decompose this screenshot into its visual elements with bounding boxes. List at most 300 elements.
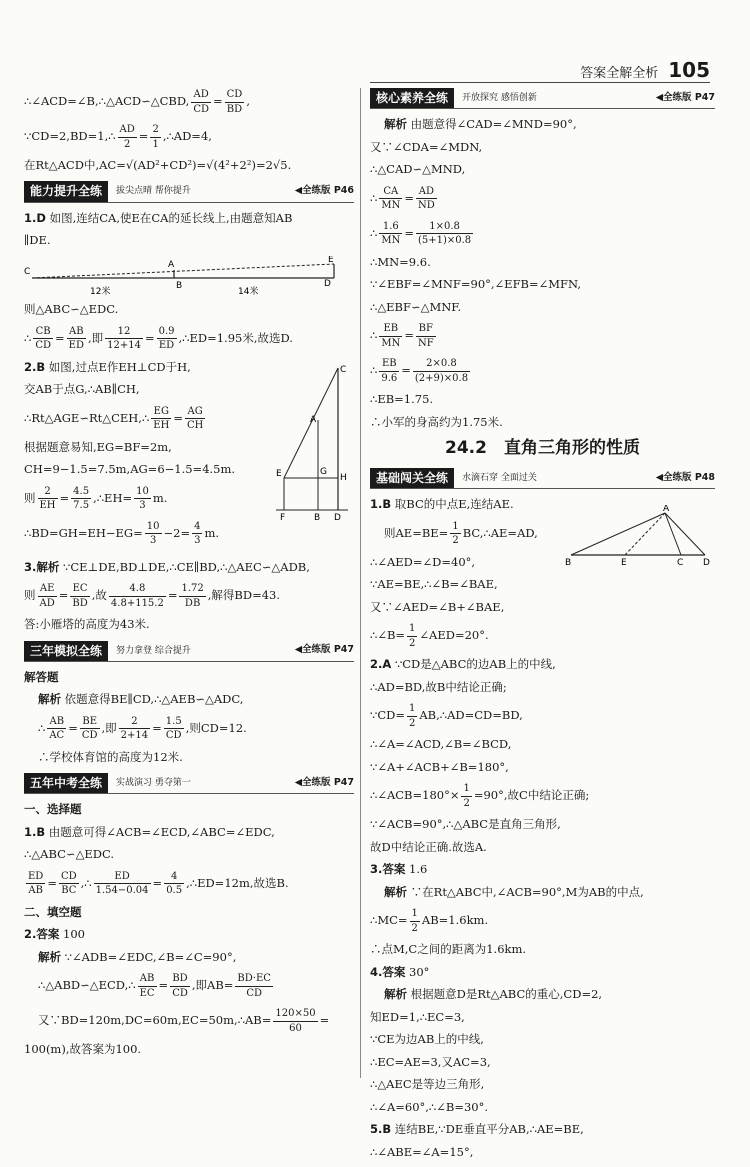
numerator: EB (379, 322, 402, 337)
text-span: ,解得BD=43. (207, 588, 281, 603)
fraction (407, 622, 417, 650)
fraction (416, 220, 473, 248)
text-span: ∵在Rt△ABC中,∠ACB=90°,M为AB的中点, (410, 884, 644, 899)
fraction (273, 1007, 317, 1035)
text-span: 如图,连结CA,使E在CA的延长线上,由题意知AB (49, 210, 293, 225)
denominator: 0.5 (166, 885, 183, 897)
denominator: 9.6 (381, 372, 398, 384)
text-span: AB,∴AD=CD=BD, (419, 708, 523, 723)
text-span: ,∴EH= (93, 490, 133, 505)
numerator: CB (33, 325, 53, 340)
fraction (71, 485, 91, 513)
text-line: ∵∠EBF=∠MNF=90°,∠EFB=∠MFN, (370, 277, 582, 292)
numerator: 2×0.8 (413, 357, 470, 372)
subsection-heading: 解答题 (24, 669, 59, 684)
numerator: AB (67, 325, 86, 340)
text-line: ∴学校体育馆的高度为12米. (38, 749, 183, 764)
denominator: AC (49, 730, 65, 742)
section-bar-five-year (24, 773, 354, 794)
text-span: ,∴ED=12m,故选B. (186, 875, 289, 890)
text-span: m. (204, 525, 220, 540)
analysis-label: 解析 (384, 117, 407, 131)
denominator: AD (39, 597, 55, 609)
fraction (118, 123, 137, 151)
figure-tree-shadow (24, 256, 354, 298)
text-span: 依题意得BE∥CD,∴△AEB∽△ADC, (64, 692, 244, 707)
text-line: ∴点M,C之间的距离为1.6km. (370, 942, 527, 957)
numerator: 1 (407, 622, 417, 637)
text-line: 则 $\frac{2}{EH}$ = $\frac{4.5}{7.5}$ ,∴EH= $\frac{10}{3}$ m. (24, 485, 168, 512)
denominator: AB (28, 885, 43, 897)
section-bar-three-year (24, 641, 354, 662)
text-line (24, 692, 354, 708)
fraction (47, 715, 66, 743)
text-line: ∴△AEC是等边三角形, (370, 1077, 485, 1092)
denominator: ND (417, 200, 435, 212)
numerator: AB (47, 715, 66, 730)
text-span: 30° (409, 964, 430, 979)
section-subtitle: 开放探究 感悟创新 (462, 92, 537, 103)
text-line: 故D中结论正确.故选A. (370, 839, 487, 854)
text-span: ∴ (370, 328, 378, 343)
point-label: F (280, 512, 286, 520)
text-span: 1.6 (409, 862, 428, 877)
numerator: 1 (450, 520, 460, 535)
text-span: ∵CD= (370, 708, 405, 723)
q2-block (24, 360, 354, 548)
denominator: 3 (194, 535, 201, 547)
text-line: ∴EB=1.75. (370, 392, 434, 407)
numerator: 4 (192, 520, 202, 535)
text-line (24, 950, 354, 966)
text-line: ∴ $\frac{1.6}{MN}$ = $\frac{1\times 0.8}{(5+1)\times 0.8}$ (370, 220, 472, 247)
text-line: 又∵∠CDA=∠MDN, (370, 139, 483, 154)
text-line: CH=9−1.5=7.5m,AG=6−1.5=4.5m. (24, 462, 236, 477)
numerator: EB (379, 357, 399, 372)
point-label: C (340, 364, 347, 375)
text-span: −2= (163, 525, 191, 540)
text-span: ∴Rt△AGE∽Rt△CEH,∴ (24, 410, 150, 425)
numerator: BD (170, 972, 190, 987)
section-bar-ability (24, 182, 354, 203)
fraction (38, 582, 57, 610)
numerator: 10 (145, 520, 162, 535)
text-span: ,故 (91, 588, 107, 603)
denominator: MN (381, 337, 401, 349)
fraction (109, 582, 166, 610)
numerator: 1.6 (379, 220, 402, 235)
text-span: ,即 (101, 720, 117, 735)
numerator: 1 (461, 782, 471, 797)
denominator: ED (158, 340, 175, 352)
text-span: ∴∠ACB=180°× (370, 788, 460, 803)
column-divider (360, 88, 361, 1078)
page-number: 105 (668, 58, 710, 82)
section-tag: 三年模拟全练 (24, 641, 108, 661)
text-line: ∴ $\frac{CA}{MN}$ = $\frac{AD}{ND}$ (370, 185, 435, 212)
right-column (370, 88, 715, 1167)
numerator: 2 (150, 123, 160, 138)
point-label: A (168, 259, 175, 270)
denominator: EH (39, 500, 56, 512)
text-line: ∴ $\frac{EB}{MN}$ = $\frac{BF}{NF}$ (370, 323, 434, 349)
fraction (138, 972, 157, 1000)
point-label: C (677, 558, 684, 568)
denominator: CD (35, 340, 51, 352)
section-ref: ◀全练版 P46 (294, 185, 354, 197)
point-label: E (328, 255, 334, 265)
fraction (191, 88, 211, 116)
numerator: 4 (164, 870, 184, 885)
text-line (24, 211, 354, 227)
text-span: ∴MC= (370, 913, 408, 928)
answer-label: 5.B (370, 1122, 392, 1137)
text-line: ∴小军的身高约为1.75米. (370, 414, 503, 429)
analysis-label: 解析 (38, 949, 61, 964)
denominator: 7.5 (73, 500, 90, 512)
section-ref: ◀全练版 P47 (294, 644, 354, 656)
denominator: BC (61, 885, 77, 897)
fraction (134, 485, 151, 513)
text-line: 交AB于点G,∴AB∥CH, (24, 382, 140, 397)
fraction (461, 782, 471, 810)
text-line (370, 117, 715, 133)
fraction (413, 357, 470, 385)
section-ref: ◀全练版 P47 (655, 91, 715, 103)
text-span: m. (152, 490, 168, 505)
text-line: ∴△CAD∽△MND, (370, 162, 466, 177)
fraction (157, 325, 177, 353)
text-line: ∴ $\frac{EB}{9.6}$ = $\frac{2\times 0.8}{(2+9)\times 0.8}$ (370, 358, 469, 384)
section-ref: ◀全练版 P48 (655, 471, 715, 483)
text-line: ∴Rt△AGE∽Rt△CEH,∴ $\frac{EG}{EH}$ = $\frac{AG}{CH}$ (24, 405, 204, 432)
section-ref: ◀全练版 P47 (294, 776, 354, 788)
text-line: ∴MN=9.6. (370, 254, 431, 269)
answer-label: 1.D (24, 210, 46, 225)
text-span: ∴∠B= (370, 628, 406, 643)
denominator: 2 (409, 637, 416, 649)
numerator: AD (416, 185, 437, 200)
text-line: 在Rt△ACD中,AC=√(AD²+CD²)=√(4²+2²)=2√5. (24, 158, 292, 172)
answer-label: 4.答案 (370, 964, 406, 979)
text-line: ∴△ABD∽△ECD,∴ $\frac{AB}{EC}$ = $\frac{BD}{CD}$ ,即AB= $\frac{BD\cdot EC}{CD}$ (38, 973, 271, 999)
text-line (24, 927, 354, 943)
text-span: ,即AB= (191, 978, 234, 993)
text-line (370, 657, 715, 673)
text-span: ,∴ED=1.95米,故选D. (178, 330, 293, 345)
fraction (379, 357, 399, 385)
text-line: ∵∠ACB=90°,∴△ABC是直角三角形, (370, 817, 561, 832)
text-span: = (213, 94, 223, 108)
denominator: MN (381, 235, 401, 247)
denominator: 2 (411, 922, 418, 934)
text-line: ∴AD=BD,故B中结论正确; (370, 679, 507, 694)
section-subtitle: 努力拿登 综合提升 (116, 645, 191, 656)
fraction (59, 870, 79, 898)
text-span: ∴ (370, 225, 378, 240)
fraction (410, 907, 420, 935)
text-span: 则 (24, 490, 36, 505)
subsection-heading: 一、选择题 (24, 802, 82, 817)
text-span: ∵CE⊥DE,BD⊥DE,∴CE∥BD,∴△AEC∽△ADB, (63, 559, 310, 574)
numerator: 0.9 (157, 325, 177, 340)
denominator: 2+14 (120, 730, 149, 742)
text-span: ∵CD=2,BD=1,∴ (24, 129, 116, 143)
text-line (24, 825, 354, 841)
fraction (105, 325, 143, 353)
text-span: AB=1.6km. (421, 913, 489, 928)
denominator: 3 (149, 535, 157, 547)
text-line (24, 520, 354, 548)
text-line: ∵AE=BE,∴∠B=∠BAE, (370, 577, 498, 592)
numerator: 10 (134, 485, 151, 500)
point-label: G (320, 466, 327, 477)
fraction (164, 870, 184, 898)
numerator: 2 (119, 715, 150, 730)
answer-label: 1.B (370, 497, 392, 512)
text-span: 100 (63, 927, 85, 942)
denominator: 2 (452, 535, 459, 547)
text-line (370, 862, 715, 878)
text-line (370, 907, 715, 935)
numerator: ED (94, 870, 151, 885)
text-span: ∴ (38, 720, 46, 735)
text-span: ,∴ (80, 875, 92, 890)
section-bar-basic (370, 468, 715, 489)
text-span: ∴ (370, 190, 378, 205)
denominator: BD (72, 597, 88, 609)
point-label: B (314, 512, 321, 520)
text-line: 答:小雁塔的高度为43米. (24, 617, 150, 632)
fraction (145, 520, 162, 548)
denominator: 4.8+115.2 (110, 597, 164, 609)
fraction (33, 325, 53, 353)
denominator: CH (186, 420, 204, 432)
section-subtitle: 实战演习 勇夺第一 (116, 778, 191, 789)
text-line (370, 885, 715, 901)
numerator: AD (118, 123, 137, 138)
denominator: 2 (123, 138, 131, 150)
numerator: 1 (407, 702, 417, 717)
text-line (370, 702, 715, 730)
denominator: 1 (152, 138, 159, 150)
fraction (164, 715, 184, 743)
text-line: ∴EC=AE=3,又AC=3, (370, 1054, 491, 1069)
point-label: E (621, 558, 627, 568)
section-tag: 基础闯关全练 (370, 468, 454, 488)
text-line (370, 987, 715, 1003)
numerator: AE (38, 582, 57, 597)
numerator: CD (225, 88, 245, 103)
fraction (379, 220, 402, 248)
text-line: 则△ABC∽△EDC. (24, 302, 119, 317)
text-span: ∴ (24, 330, 32, 345)
p1-block (370, 497, 715, 650)
text-line (370, 782, 715, 810)
point-label: B (176, 280, 183, 291)
denominator: ED (68, 340, 84, 352)
denominator: (2+9)×0.8 (414, 372, 469, 384)
text-span: 取BC的中点E,连结AE. (394, 497, 514, 512)
figure-triangle (565, 505, 715, 567)
answer-label: 2.A (370, 657, 392, 672)
text-span: ,∴AD=4, (162, 129, 212, 143)
analysis-label: 解析 (38, 692, 61, 707)
denominator: CD (81, 730, 98, 742)
page-header (580, 58, 710, 82)
numerator: 1.5 (164, 715, 184, 730)
denominator: MN (381, 200, 401, 212)
text-span: ∴∠ACD=∠B,∴△ACD∽△CBD, (24, 94, 190, 108)
fraction (225, 88, 245, 116)
subsection-heading: 二、填空题 (24, 904, 82, 919)
text-span: 则 (24, 588, 36, 603)
denominator: EC (139, 987, 155, 999)
text-line (24, 88, 354, 116)
fraction (379, 185, 402, 213)
text-span: = (138, 129, 149, 143)
text-line: ∴∠AED=∠D=40°, (370, 554, 476, 569)
numerator: BD·EC (235, 972, 273, 987)
point-label: H (340, 472, 347, 483)
numerator: 1.72 (179, 582, 205, 597)
text-span: 根据题意D是Rt△ABC的重心,CD=2, (410, 987, 603, 1002)
numerator: 4.8 (109, 582, 166, 597)
answer-label: 2.B (24, 359, 46, 374)
fraction (170, 972, 190, 1000)
fraction (119, 715, 150, 743)
fraction (179, 582, 205, 610)
text-line: ∴∠A=60°,∴∠B=30°. (370, 1099, 489, 1114)
answer-label: 3.解析 (24, 559, 60, 574)
denominator: CD (246, 987, 262, 999)
numerator: BE (80, 715, 100, 730)
denominator: 12+14 (107, 340, 141, 352)
numerator: CD (59, 870, 79, 885)
text-line: 根据题意易知,EG=BF=2m, (24, 439, 172, 454)
text-span: 由题意得∠CAD=∠MND=90°, (410, 117, 577, 131)
text-line (370, 965, 715, 981)
fraction (94, 870, 151, 898)
answer-label: 1.B (24, 824, 46, 839)
text-line (370, 1122, 715, 1138)
distance-label: 12米 (90, 286, 111, 297)
section-bar-core (370, 88, 715, 109)
text-line: ∴∠ABE=∠A=15°, (370, 1144, 474, 1159)
numerator: BF (416, 322, 436, 337)
numerator: 120×50 (273, 1007, 317, 1022)
text-line: ∴△ABC∽△EDC. (24, 847, 115, 862)
fraction (67, 325, 86, 353)
numerator: EG (151, 405, 171, 420)
denominator: EH (153, 420, 170, 432)
text-line (24, 123, 354, 151)
fraction (450, 520, 460, 548)
text-span: ∠AED=20°. (419, 628, 489, 643)
fraction (416, 185, 437, 213)
fraction (185, 405, 205, 433)
section-tag: 核心素养全练 (370, 88, 454, 108)
section-tag: 五年中考全练 (24, 773, 108, 793)
denominator: (5+1)×0.8 (417, 235, 472, 247)
text-span: =90°,故C中结论正确; (473, 788, 590, 803)
fraction (70, 582, 89, 610)
distance-label: 14米 (238, 286, 259, 297)
numerator: AD (191, 88, 211, 103)
text-line: $\frac{ED}{AB}$ = $\frac{CD}{BC}$ ,∴ $\frac{ED}{1.54-0.04}$ = $\frac{4}{0.5}$ ,∴ED=12m,故选B. (28, 870, 289, 897)
section-title: 24.2 直角三角形的性质 (445, 438, 640, 459)
fraction (379, 322, 402, 350)
fraction (80, 715, 100, 743)
numerator: AB (138, 972, 157, 987)
denominator: 2 (463, 797, 470, 809)
text-line: 知ED=1,∴EC=3, (370, 1009, 465, 1024)
fraction (150, 123, 160, 151)
text-line: ∴ $\frac{AB}{AC}$ = $\frac{BE}{CD}$ ,即 $\frac{2}{2+14}$ = $\frac{1.5}{CD}$ ,则CD=12. (38, 715, 247, 742)
analysis-label: 解析 (384, 987, 407, 1002)
text-span: ∴BD=GH=EH−EG= (24, 525, 143, 540)
text-line: ∥DE. (24, 233, 51, 248)
point-label: C (24, 266, 31, 277)
denominator: NF (417, 337, 434, 349)
numerator: 4.5 (71, 485, 91, 500)
text-span: ∵CD是△ABC的边AB上的中线, (394, 657, 556, 672)
text-line: ∴△EBF∽△MNF. (370, 299, 462, 314)
text-line: 又∵∠AED=∠B+∠BAE, (370, 599, 505, 614)
fraction (38, 485, 58, 513)
point-label: B (565, 558, 572, 568)
point-label: D (703, 558, 710, 568)
answer-label: 2.答案 (24, 927, 60, 942)
denominator: BD (226, 103, 243, 115)
section-subtitle: 拔尖点晴 帮你提升 (116, 186, 191, 197)
denominator: 3 (139, 500, 146, 512)
figure-building (276, 360, 356, 520)
denominator: 60 (289, 1022, 302, 1034)
text-span: 由题意可得∠ACB=∠ECD,∠ABC=∠EDC, (48, 824, 275, 839)
header-title: 答案全解全析 (580, 66, 659, 81)
denominator: 1.54−0.04 (95, 885, 149, 897)
text-line: 又∵BD=120m,DC=60m,EC=50m,∴AB= $\frac{120\times 50}{60}$ = (38, 1008, 330, 1034)
numerator: CA (379, 185, 402, 200)
text-span: ,即 (87, 330, 104, 345)
denominator: 2 (408, 717, 416, 729)
text-line (370, 622, 715, 650)
numerator: 1×0.8 (416, 220, 473, 235)
point-label: A (310, 414, 317, 425)
text-line: 则 $\frac{AE}{AD}$ = $\frac{EC}{BD}$ ,故 $\frac{4.8}{4.8+115.2}$ = $\frac{1.72}{DB}$ ,解得BD=43. (24, 583, 281, 609)
fraction (192, 520, 202, 548)
text-span: ∵∠ADB=∠EDC,∠B=∠C=90°, (64, 949, 237, 964)
fraction (151, 405, 171, 433)
text-span: ,则CD=12. (185, 720, 247, 735)
text-span: , (246, 94, 250, 108)
text-span: BC,∴AE=AD, (462, 525, 538, 540)
analysis-label: 解析 (384, 884, 407, 899)
numerator: 12 (105, 325, 143, 340)
text-span: 则AE=BE= (384, 525, 449, 540)
section-tag: 能力提升全练 (24, 181, 108, 201)
fraction (416, 322, 436, 350)
fraction (235, 972, 273, 1000)
denominator: CD (165, 730, 182, 742)
numerator: 2 (38, 485, 58, 500)
text-span: 连结BE,∵DE垂直平分AB,∴AE=BE, (394, 1122, 584, 1137)
point-label: A (663, 505, 670, 515)
answer-label: 3.答案 (370, 862, 406, 877)
point-label: D (324, 278, 331, 289)
denominator: DB (184, 597, 201, 609)
